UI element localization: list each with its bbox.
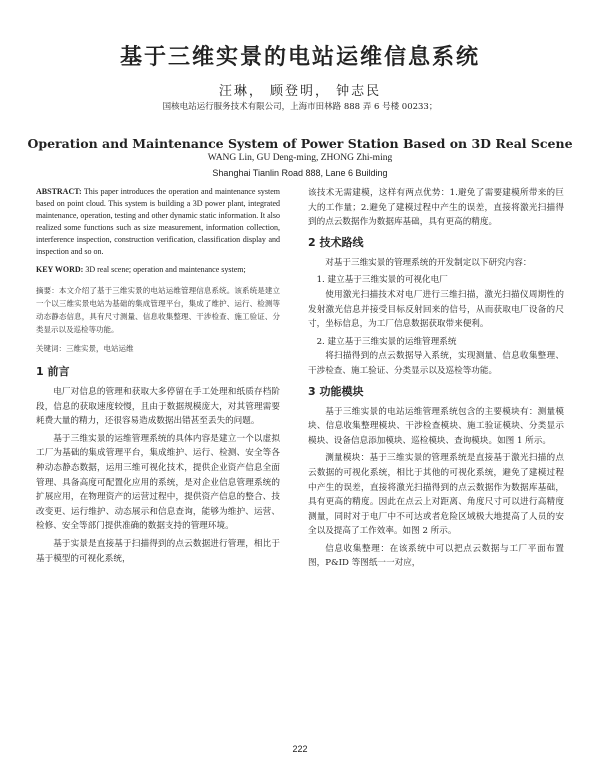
section-3-paragraph: 测量模块：基于三维实景的管理系统是直接基于激光扫描的点云数据的可视化系统，相比于其他的可视化系统，避免了建模过程中产生的误差，直接将激光扫描得到的点云数据作为数据库基础，具有更高的精度。因此在点云上对距离、角度尺寸可以进行高精度测量，同时对于电厂中不可达或者危险区域极大地提高了人员的安全以及提高了工作效率。如图 2 所示。 (308, 453, 564, 537)
section-1-paragraph: 电厂对信息的管理和获取大多停留在手工处理和纸质存档阶段，信息的获取速度较慢，且由于数据规模庞大，对其管理需要耗费大量的精力，还很容易造成数据出错甚至丢失的问题。 (36, 387, 280, 427)
abstract-cn: 摘要：本文介绍了基于三维实景的电站运维管理信息系统。该系统是建立一个以三维实景电站为基础的集成管理平台，集成了维护、运行、检测等动态静态信息，具有尺寸测量、信息收集整理、干涉检查、施工验证、分类显示以及巡检等功能。 (36, 286, 280, 334)
section-1-continuation: 该技术无需建模，这样有两点优势：1.避免了需要建模所带来的巨大的工作量；2.避免了建模过程中产生的误差，直接将激光扫描得到的点云数据作为数据库基础，具有更高的精度。 (308, 188, 564, 228)
section-3-paragraph: 基于三维实景的电站运维管理系统包含的主要模块有：测量模块、信息收集整理模块、干涉检查模块、施工验证模块、分类显示模块、设备信息添加模块、巡检模块、查询模块。如图 1 所示。 (308, 406, 564, 446)
section-1-paragraph: 基于三维实景的运维管理系统的具体内容是建立一个以虚拟工厂为基础的集成管理平台，集成维护、运行、检测、安全等各种动态静态数据，运用三维可视化技术，提供企业资产信息全面管理、具备高度可配置化应用的系统，是对企业信息管理系统的扩展应用，在物理资产的运营过程中，提供资产信息的整合、技改变更、运行维护、动态展示和信息查询，能够为维护、运营、检修、安全等部门提供准确的数据支持的管理环境。 (36, 433, 280, 532)
authors-cn: 汪琳， 顾登明， 钟志民 (218, 84, 382, 99)
section-3-heading: 3 功能模块 (308, 384, 364, 398)
section-3-paragraph: 信息收集整理：在该系统中可以把点云数据与工厂平面布置图，P&ID 等图纸一一对应， (308, 543, 564, 569)
paper-title-cn: 基于三维实景的电站运维信息系统 (119, 44, 480, 70)
section-2-heading: 2 技术路线 (308, 235, 364, 249)
abstract-en (36, 186, 280, 258)
section-2-intro: 对基于三维实景的管理系统的开发制定以下研究内容： (325, 257, 532, 268)
abstract-en-text: This paper introduces the operation and maintenance system based on point cloud. This system is building a 3D power plant, integrated maintenance, operation, testing and other dynamic static information. It also realized some functions such as size measurement, information collection, interference inspection, construction verification, classification display and inspection and so on. (36, 187, 280, 256)
paper-title-en: Operation and Maintenance System of Power Station Based on 3D Real Scene (27, 136, 573, 151)
right-column (308, 186, 564, 730)
keywords-en-label: KEY WORD: (36, 265, 84, 274)
affiliation-en: Shanghai Tianlin Road 888, Lane 6 Building (212, 168, 388, 178)
abstract-en-label: ABSTRACT: (36, 187, 82, 196)
section-2-item-1: 1. 建立基于三维实景的可视化电厂 (316, 275, 448, 286)
affiliation-cn: 国核电站运行服务技术有限公司，上海市田林路 888 弄 6 号楼 00233； (162, 102, 438, 112)
keywords-en-text: 3D real scene; operation and maintenance system; (85, 265, 246, 274)
section-1-paragraph: 基于实景是直接基于扫描得到的点云数据进行管理，相比于基于模型的可视化系统， (36, 538, 280, 564)
authors-en: WANG Lin, GU Deng-ming, ZHONG Zhi-ming (207, 153, 393, 163)
left-column (36, 186, 280, 730)
page-number: 222 (292, 744, 308, 754)
keywords-en (36, 264, 280, 276)
section-1-heading: 1 前言 (36, 365, 70, 378)
keywords-cn: 关键词：三维实景，电站运维 (36, 344, 134, 353)
section-2-item-1-text: 使用激光扫描技术对电厂进行三维扫描，激光扫描仪周期性的发射激光信息并接受目标反射回来的信号，从而获取电厂设备的尺寸，坐标信息，为工厂信息数据获取带来便利。 (308, 289, 564, 330)
section-2-item-2-text: 将扫描得到的点云数据导入系统，实现测量、信息收集整理、干涉检查、施工验证、分类显示以及巡检等功能。 (308, 351, 564, 376)
section-2-item-2: 2. 建立基于三维实景的运维管理系统 (316, 336, 457, 347)
